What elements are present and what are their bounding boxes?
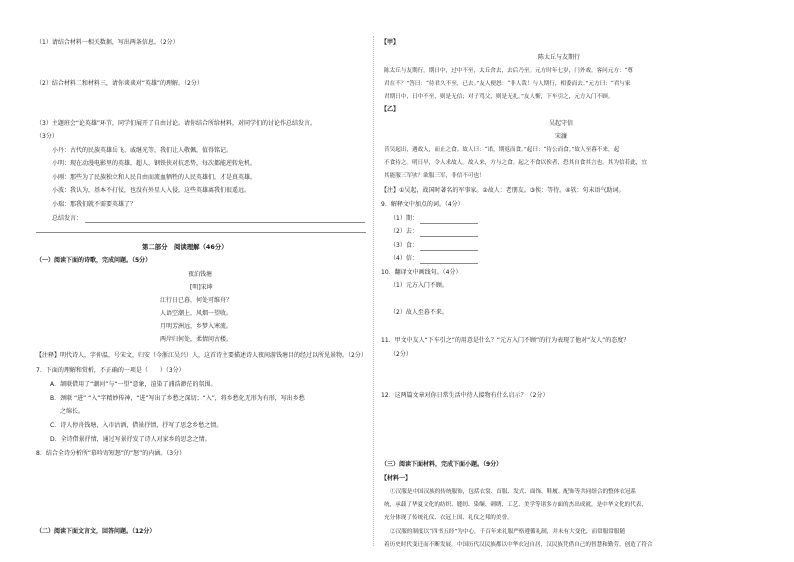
question-3: （3）主题班会“论英雄”环节，同学们展开了自由讨论。请你结合所给材料，对同学们的讨论作总结发言。 xyxy=(36,120,317,127)
passage-yi-line: 昔吴起出，遇故人，而止之食。故人曰：“诺，期返而食。”起曰：“待公而食。”故人至暮不来，起 xyxy=(384,147,620,153)
answer-line xyxy=(420,223,478,224)
passage-jia-line: 陈太丘与友期行，期日中，过中不至，太丘舍去，去后乃至。元方时年七岁，门外戏。客问元方：“尊 xyxy=(384,68,633,74)
q10-item: （1）元方入门不顾。 xyxy=(390,282,448,289)
option-a: A．颔联借用了“潮河”与“一望”意象，渲染了浦浩渺茫的氛围。 xyxy=(50,381,217,388)
passage-jia-line: 君期日中，日中不至，则是无信；对子骂父，则是无礼。”友人惭，下车引之，元方入门不顾。 xyxy=(384,94,614,100)
question-12: 12．这两篇文章对你日常生活中待人接物有什么启示？（2分） xyxy=(381,392,549,399)
discussion-line: 小丹：古代的民族英雄岳飞、戚继光等，我们让人敬佩，值得铭记。 xyxy=(52,147,233,154)
answer-line xyxy=(85,222,365,223)
question-10: 10．翻译文中画线句。（4分） xyxy=(381,269,462,276)
passage-note: 【注】①吴起，战国时著名的军事家。②故人：老朋友。③俟：等待。④欤：句末语气助词。 xyxy=(381,187,625,194)
question-9: 9．解释文中加点的词。（4分） xyxy=(381,201,464,208)
passage-yi-title: 吴起守信 xyxy=(549,120,574,127)
question-8: 8．结合全诗分析所“慕吟寄短怒”的“怒”的内涵。（3分） xyxy=(36,450,186,457)
passage-jia-line: 君在不？”答曰：“待君久不至，已去。”友人便怒：“非人哉！与人期行，相委而去。”元方曰：“君与家 xyxy=(384,81,631,87)
poem-line: 两岸归何处，柔情问古楼。 xyxy=(160,336,233,343)
discussion-line: 小刚：那些为了民族独立和人民自由而流血牺牲的人民英雄们，才是真英雄。 xyxy=(52,174,257,181)
option-b-cont: 之绵长。 xyxy=(60,408,85,415)
q9-item: （2）去： xyxy=(390,228,418,235)
q9-item: （4）信： xyxy=(390,255,418,262)
passage-jia-title: 陈太丘与友期行 xyxy=(538,54,581,61)
passage-yi-author: 宋濂 xyxy=(555,133,568,140)
poem-author: [明]宋坤 xyxy=(190,284,213,291)
material-line: ②汉服的制度以“四书五经”为中心，千百年来礼服严格遵循礼制，并未有大变化，而常服常服随 xyxy=(390,529,626,535)
discussion-line: 小明：现在动漫电影里的英雄，超人、钢铁侠对抗恶势，每次都能逆转危机。 xyxy=(52,160,257,167)
material-one-label: 【材料一】 xyxy=(381,475,412,482)
discussion-line: 小波：我认为，基本不打仗，也没有外星人入侵，这些英雄离我们很遥远。 xyxy=(52,187,251,194)
question-3-score: （3分） xyxy=(36,133,58,140)
question-11-score: （2分） xyxy=(390,351,412,358)
option-b: B．颈联 “进” “入”字精妙传神，“进”写出了乡愁之深切；“入”，将乡愁化无形为有形，写出乡愁 xyxy=(50,395,305,402)
material-line: ①汉服是中国汉族的传统服饰，包括衣裳、首服、发式、面饰、鞋履、配饰等共同组合的整体衣冠系 xyxy=(390,489,637,495)
material-line: 着历史时代变迁而不断发展。中国历代汉民族都以中华衣冠自居，汉民族凭借自己的智慧和勤劳，创造了符合 xyxy=(384,542,653,548)
option-d: D．全诗借景抒情，通过写景抒发了诗人对家乡的思念之情。 xyxy=(50,436,211,443)
q9-item: （3）食： xyxy=(390,242,418,249)
q9-item: （1）期： xyxy=(390,215,418,222)
discussion-line: 小瑞：那我们就不需要英雄了？ xyxy=(52,201,137,208)
section-two-heading: （二）阅读下面文言文，回答问题。（12分） xyxy=(36,528,156,535)
passage-yi-line: 不食待之。明日早，令人求故人。故人来，方与之食。起之不食以俟者，恐其自食其言也。其为信若此，宜 xyxy=(384,160,647,166)
part-two-heading: 第二部分 阅读理解（46分） xyxy=(142,243,228,251)
label-yi: 【乙】 xyxy=(381,106,400,113)
poem-line: 人语空潮上，风烟一望收。 xyxy=(160,310,233,317)
question-11: 11．甲文中友人“下车引之”的用意是什么？“元方入门不顾”的行为表现了他对“友人”的态度？ xyxy=(381,337,630,344)
column-divider xyxy=(373,36,374,546)
material-line: 统，承载了华夏文化的纺织、缝纫、染缬、刺绣、工艺、美学等诸多方面的杰出成就，是中华文化的代表， xyxy=(384,502,647,508)
summary-label: 总结发言： xyxy=(52,215,83,222)
label-jia: 【甲】 xyxy=(381,39,400,46)
poem-line: 江行日已暮，何处可维舟？ xyxy=(160,297,233,304)
answer-line xyxy=(420,263,478,264)
question-7: 7．下面的理解和赏析，不正确的一项是（ ）（3分） xyxy=(36,367,185,374)
question-1: （1）请结合材料一相关数据，写出两条信息。（2分） xyxy=(36,39,179,46)
q10-item: （2）故人至暮不来。 xyxy=(390,309,448,316)
material-line: 充分体现了传统礼仪、衣冠上国、礼仪之邦的美誉。 xyxy=(384,515,513,521)
question-2: （2）结合材料二和材料三，请你谈谈对“英雄”的理解。（2分） xyxy=(36,80,203,87)
answer-line xyxy=(420,250,478,251)
poem-line: 月明芳洲远，乡梦入寒流。 xyxy=(160,323,233,330)
option-c: C．诗人停舟钱塘，入市沽酒，借景抒情，抒写了思念乡愁之情。 xyxy=(50,422,223,429)
poem-note: 【注释】明代诗人，字仲温，号宋文，归安（今浙江吴兴）人，这首诗主要描述诗人夜间游钱塘目的经过以所见景物。（2分） xyxy=(36,352,367,359)
poem-title: 夜泊钱塘 xyxy=(188,271,213,278)
section-one-heading: （一）阅读下面的诗歌，完成问题。（5分） xyxy=(36,257,152,264)
answer-line xyxy=(36,232,366,233)
passage-yi-line: 其能服三军欤？欲服三军，非信不可也！ xyxy=(384,173,485,179)
answer-line xyxy=(420,236,478,237)
section-three-heading: （三）阅读下面材料，完成下面小题。（9分） xyxy=(381,461,503,468)
